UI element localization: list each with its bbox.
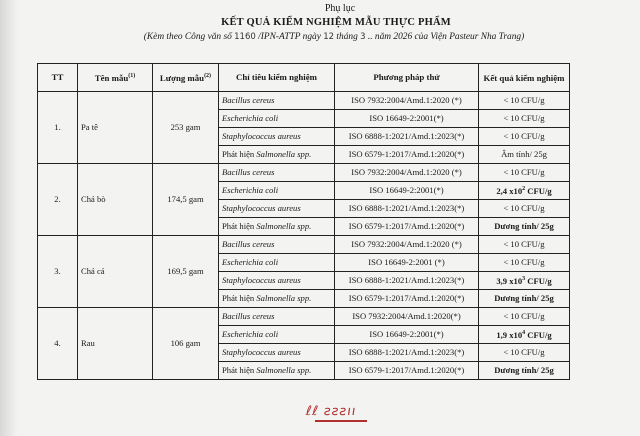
test-criterion: [219, 236, 335, 254]
result-value: 3,9 x10: [496, 275, 523, 286]
table-header-row: [38, 64, 570, 92]
sample-number: 2.: [38, 164, 78, 236]
test-method: ISO 6579-1:2017/Amd.1:2020(*): [335, 290, 479, 308]
stamp-signature: ℓℓ ƨƨƨıı: [304, 404, 358, 419]
test-result: [479, 326, 570, 344]
test-criterion: [219, 146, 335, 164]
result-value: < 10 CFU/g: [503, 257, 545, 267]
test-criterion: [219, 128, 335, 146]
test-result: [479, 362, 570, 380]
test-method: ISO 6888-1:2021/Amd.1:2023(*): [335, 272, 479, 290]
subtitle-mid2: tháng: [334, 32, 361, 42]
criterion-organism: Salmonella spp.: [256, 365, 312, 375]
result-value: Dương tính/ 25g: [494, 365, 554, 375]
header-mass: Lượng mẫu$^{(2)}$: [153, 64, 219, 92]
handwritten-day: 12: [323, 32, 335, 42]
table-row: [38, 164, 570, 182]
sample-name: Pa tê: [78, 92, 153, 164]
handwritten-doc-no: 1160: [234, 32, 256, 42]
test-result: [479, 308, 570, 326]
table-body: [38, 92, 570, 380]
criterion-organism: Salmonella spp.: [256, 293, 312, 303]
test-method: ISO 7932:2004/Amd.1:2020 (*): [335, 92, 479, 110]
result-value: 2,4 x10: [496, 185, 523, 196]
result-unit: CFU/g: [525, 185, 552, 196]
test-result: [479, 218, 570, 236]
sample-number: 1.: [38, 92, 78, 164]
test-method: ISO 16649-2:2001 (*): [335, 254, 479, 272]
test-result: [479, 254, 570, 272]
sample-number: 4.: [38, 308, 78, 380]
result-value: 1,9 x10: [496, 329, 523, 340]
criterion-prefix: Phát hiện: [222, 221, 257, 231]
result-value: < 10 CFU/g: [503, 131, 545, 141]
result-value: < 10 CFU/g: [503, 95, 545, 105]
criterion-organism: Escherichia coli: [222, 257, 279, 267]
sample-mass: 169,5 gam: [153, 236, 219, 308]
result-value: < 10 CFU/g: [503, 239, 545, 249]
header-criterion: Chỉ tiêu kiểm nghiệm: [219, 64, 335, 92]
sample-name: Chả cá: [78, 236, 153, 308]
document-subtitle: [14, 32, 640, 42]
appendix-label: Phụ lục: [324, 3, 356, 14]
sample-mass: 253 gam: [153, 92, 219, 164]
criterion-organism: Staphylococcus aureus: [222, 203, 301, 213]
test-criterion: [219, 182, 335, 200]
test-method: ISO 6888-1:2021/Amd.1:2023(*): [335, 344, 479, 362]
criterion-organism: Bacillus cereus: [222, 95, 275, 105]
test-criterion: [219, 110, 335, 128]
test-result: [479, 200, 570, 218]
test-criterion: [219, 326, 335, 344]
header-sample-name: Tên mẫu$^{(1)}$: [78, 64, 153, 92]
criterion-organism: Salmonella spp.: [256, 149, 312, 159]
page-shadow: [0, 0, 18, 436]
test-method: ISO 6888-1:2021/Amd.1:2023(*): [335, 200, 479, 218]
test-method: ISO 6579-1:2017/Amd.1:2020(*): [335, 362, 479, 380]
result-value: < 10 CFU/g: [503, 347, 545, 357]
table-row: [38, 236, 570, 254]
result-exponent: 4: [522, 330, 526, 337]
test-criterion: [219, 362, 335, 380]
test-result: [479, 272, 570, 290]
test-criterion: [219, 164, 335, 182]
result-value: Âm tính/ 25g: [501, 149, 547, 159]
test-result: [479, 344, 570, 362]
stamp-underline: [315, 420, 367, 422]
test-method: ISO 7932:2004/Amd.1:2020 (*): [335, 164, 479, 182]
criterion-organism: Escherichia coli: [222, 185, 279, 195]
criterion-prefix: Phát hiện: [222, 293, 257, 303]
test-method: ISO 16649-2:2001(*): [335, 326, 479, 344]
result-value: < 10 CFU/g: [503, 167, 545, 177]
result-value: < 10 CFU/g: [503, 113, 545, 123]
test-method: ISO 6579-1:2017/Amd.1:2020(*): [335, 146, 479, 164]
test-result: [479, 164, 570, 182]
sample-mass: 174,5 gam: [153, 164, 219, 236]
criterion-organism: Salmonella spp.: [256, 221, 312, 231]
criterion-prefix: Phát hiện: [222, 149, 257, 159]
test-criterion: [219, 254, 335, 272]
header-result: Kết quả kiểm nghiệm: [479, 64, 570, 92]
result-exponent: 3: [522, 276, 526, 283]
test-result: [479, 92, 570, 110]
table-row: [38, 308, 570, 326]
test-criterion: [219, 308, 335, 326]
criterion-organism: Bacillus cereus: [222, 311, 275, 321]
result-value: < 10 CFU/g: [503, 311, 545, 321]
sample-number: 3.: [38, 236, 78, 308]
criterion-organism: Staphylococcus aureus: [222, 131, 301, 141]
test-result: [479, 128, 570, 146]
test-method: ISO 7932:2004/Amd.1:2020 (*): [335, 236, 479, 254]
test-result: [479, 146, 570, 164]
criterion-prefix: Phát hiện: [222, 365, 257, 375]
result-value: Dương tính/ 25g: [494, 293, 554, 303]
result-value: Dương tính/ 25g: [494, 221, 554, 231]
results-table: [37, 63, 570, 380]
result-value: < 10 CFU/g: [503, 203, 545, 213]
test-criterion: [219, 290, 335, 308]
sample-mass: 106 gam: [153, 308, 219, 380]
result-exponent: 2: [522, 186, 526, 193]
test-result: [479, 290, 570, 308]
test-result: [479, 236, 570, 254]
test-criterion: [219, 200, 335, 218]
criterion-organism: Escherichia coli: [222, 329, 279, 339]
subtitle-pre: (Kèm theo Công văn số: [143, 32, 235, 42]
header-method: Phương pháp thử: [335, 64, 479, 92]
test-method: ISO 6888-1:2021/Amd.1:2023(*): [335, 128, 479, 146]
header-tt: TT: [38, 64, 78, 92]
subtitle-post: .. năm 2026 của Viện Pasteur Nha Trang): [365, 32, 525, 42]
handwritten-month: 3: [360, 32, 366, 42]
test-method: ISO 7932:2004/Amd.1:2020(*): [335, 308, 479, 326]
result-unit: CFU/g: [525, 275, 552, 286]
sample-name: Rau: [78, 308, 153, 380]
test-method: ISO 16649-2:2001(*): [335, 182, 479, 200]
criterion-organism: Escherichia coli: [222, 113, 279, 123]
test-criterion: [219, 218, 335, 236]
test-method: ISO 6579-1:2017/Amd.1:2020(*): [335, 218, 479, 236]
result-unit: CFU/g: [525, 329, 552, 340]
criterion-organism: Staphylococcus aureus: [222, 275, 301, 285]
criterion-organism: Bacillus cereus: [222, 239, 275, 249]
test-result: [479, 182, 570, 200]
subtitle-mid1: /IPN-ATTP ngày: [255, 32, 324, 42]
test-method: ISO 16649-2:2001(*): [335, 110, 479, 128]
test-criterion: [219, 272, 335, 290]
test-result: [479, 110, 570, 128]
document-title: KẾT QUẢ KIỂM NGHIỆM MẪU THỰC PHẨM: [221, 17, 451, 28]
criterion-organism: Bacillus cereus: [222, 167, 275, 177]
test-criterion: [219, 92, 335, 110]
criterion-organism: Staphylococcus aureus: [222, 347, 301, 357]
test-criterion: [219, 344, 335, 362]
table-row: [38, 92, 570, 110]
sample-name: Chả bò: [78, 164, 153, 236]
